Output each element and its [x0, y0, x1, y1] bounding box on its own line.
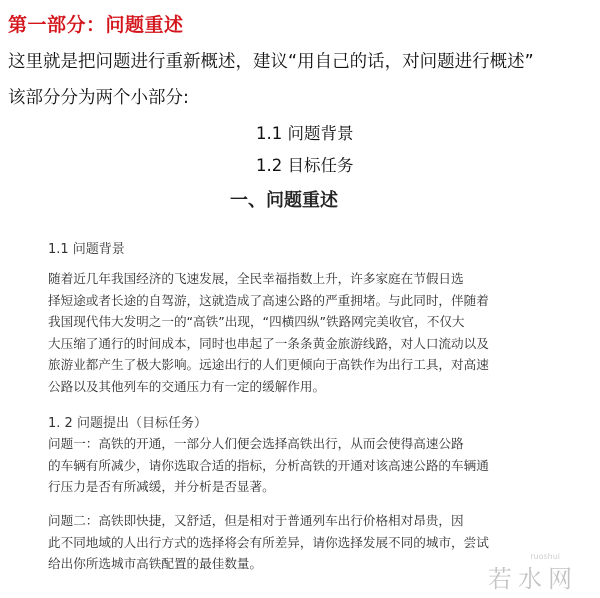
paragraph-background — [48, 268, 566, 397]
paragraph-line: 随着近几年我国经济的飞速发展，全民幸福指数上升，许多家庭在节假日选 — [48, 271, 464, 286]
intro-line: 这里就是把问题进行重新概述，建议“用自己的话，对问题进行概述” — [8, 52, 534, 72]
toc-item-background: 1.1 问题背景 — [256, 124, 354, 143]
watermark-text: 若水网 — [488, 565, 578, 593]
watermark-logo — [488, 552, 578, 594]
part-title: 第一部分：问题重述 — [8, 14, 184, 36]
paragraph-line: 给出你所选城市高铁配置的最佳数量。 — [48, 556, 263, 571]
toc-item-tasks: 1.2 目标任务 — [256, 156, 354, 175]
paragraph-line: 问题二：高铁即快捷，又舒适，但是相对于普通列车出行价格相对昂贵，因 — [48, 513, 464, 528]
paragraph-line: 问题一：高铁的开通，一部分人们便会选择高铁出行，从而会使得高速公路 — [48, 436, 464, 451]
paragraph-line: 行压力是否有所减缓，并分析是否显著。 — [48, 479, 275, 494]
intro-line: 该部分分为两个小部分: — [8, 88, 189, 108]
paragraph-line: 此不同地域的人出行方式的选择将会有所差异，请你选择发展不同的城市，尝试 — [48, 534, 489, 550]
paragraph-line: 大压缩了通行的时间成本，同时也串起了一条条黄金旅游线路，对人口流动以及 — [48, 335, 489, 351]
document-heading: 一、问题重述 — [230, 190, 338, 211]
paragraph-line: 的车辆有所减少，请你选取合适的指标，分析高铁的开通对该高速公路的车辆通 — [48, 457, 489, 473]
watermark-small-text: ruoshui — [530, 552, 560, 561]
paragraph-line: 择短途或者长途的自驾游，这就造成了高速公路的严重拥堵。与此同时，伴随着 — [48, 292, 489, 308]
paragraph-question-one — [48, 433, 566, 498]
paragraph-line: 旅游业都产生了极大影响。远途出行的人们更倾向于高铁作为出行工具，对高速 — [48, 357, 489, 372]
paragraph-line: 我国现代伟大发明之一的“高铁”出现，“四横四纵”铁路网完美收官，不仅大 — [48, 314, 465, 329]
section-title: 1. 2 问题提出（目标任务） — [48, 416, 207, 431]
paragraph-line: 公路以及其他列车的交通压力有一定的缓解作用。 — [48, 378, 326, 394]
section-title: 1.1 问题背景 — [48, 242, 125, 257]
